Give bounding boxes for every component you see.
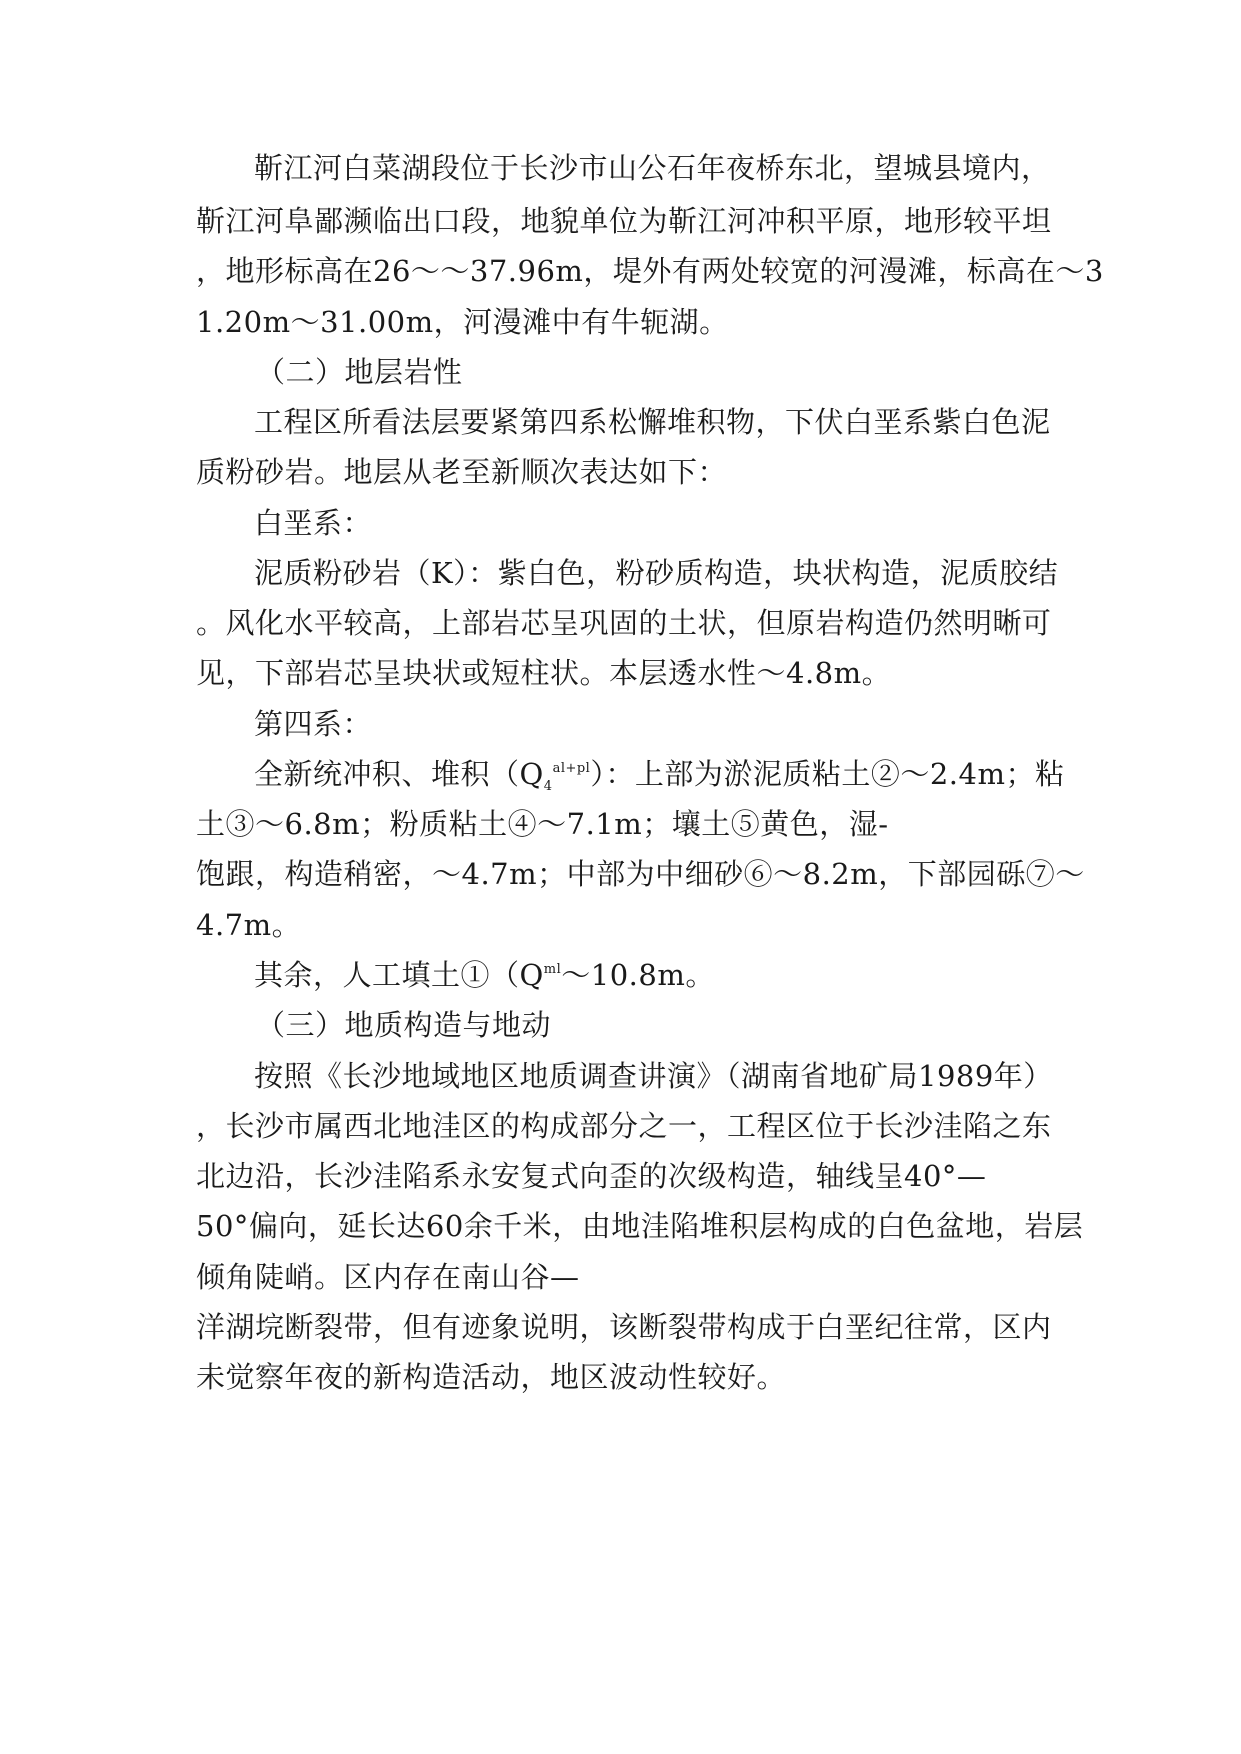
paragraph-line: ，地形标高在26～～37.96m，堤外有两处较宽的河漫滩，标高在～3 xyxy=(196,254,1104,288)
paragraph-line: 土③～6.8m；粉质粘土④～7.1m；壤土⑤黄色，湿- xyxy=(196,807,889,841)
paragraph-line: 靳江河阜鄙濒临出口段，地貌单位为靳江河冲积平原，地形较平坦 xyxy=(196,204,1052,238)
paragraph-line: 见，下部岩芯呈块状或短柱状。本层透水性～4.8m。 xyxy=(196,656,892,690)
section-heading: （三）地质构造与地动 xyxy=(256,1008,552,1042)
section-heading: （二）地层岩性 xyxy=(256,355,463,389)
paragraph-line: 未觉察年夜的新构造活动，地区波动性较好。 xyxy=(196,1360,787,1394)
paragraph-line xyxy=(254,955,715,995)
subheading: 白垩系： xyxy=(254,506,373,540)
paragraph-line: 50°偏向，延长达60余千米，由地洼陷堆积层构成的白色盆地，岩层 xyxy=(196,1209,1084,1243)
paragraph-line: 饱跟，构造稍密，～4.7m；中部为中细砂⑥～8.2m，下部园砾⑦～ xyxy=(196,857,1085,891)
line-text: ～10.8m。 xyxy=(561,958,715,992)
subscript: 4 xyxy=(543,779,553,794)
paragraph-line: 4.7m。 xyxy=(196,908,302,942)
paragraph-line: ，长沙市属西北地洼区的构成部分之一，工程区位于长沙洼陷之东 xyxy=(196,1109,1052,1143)
paragraph-line: 泥质粉砂岩（K）：紫白色，粉砂质构造，块状构造，泥质胶结 xyxy=(254,556,1059,590)
subheading: 第四系： xyxy=(254,707,373,741)
paragraph-line: 靳江河白菜湖段位于长沙市山公石年夜桥东北，望城县境内， xyxy=(254,151,1051,185)
paragraph-line: 。风化水平较高，上部岩芯呈巩固的土状，但原岩构造仍然明晰可 xyxy=(196,606,1052,640)
paragraph-line: 工程区所看法层要紧第四系松懈堆积物，下伏白垩系紫白色泥 xyxy=(254,405,1051,439)
paragraph-line: 质粉砂岩。地层从老至新顺次表达如下： xyxy=(196,455,728,489)
paragraph-line: 倾角陡峭。区内存在南山谷— xyxy=(196,1260,580,1294)
line-text: 其余，人工填土①（Q xyxy=(254,958,544,992)
paragraph-line: 按照《长沙地域地区地质调查讲演》（湖南省地矿局1989年） xyxy=(254,1059,1053,1093)
paragraph-line: 洋湖垸断裂带，但有迹象说明，该断裂带构成于白垩纪往常，区内 xyxy=(196,1310,1052,1344)
superscript: al+pl xyxy=(552,761,591,776)
paragraph-line xyxy=(254,754,1064,794)
paragraph-line: 北边沿，长沙洼陷系永安复式向歪的次级构造，轴线呈40°— xyxy=(196,1159,987,1193)
line-text: 全新统冲积、堆积（Q xyxy=(254,757,544,791)
line-text: ）：上部为淤泥质粘土②～2.4m；粘 xyxy=(590,757,1065,791)
paragraph-line: 1.20m～31.00m，河漫滩中有牛轭湖。 xyxy=(196,305,729,339)
superscript: ml xyxy=(543,962,562,977)
